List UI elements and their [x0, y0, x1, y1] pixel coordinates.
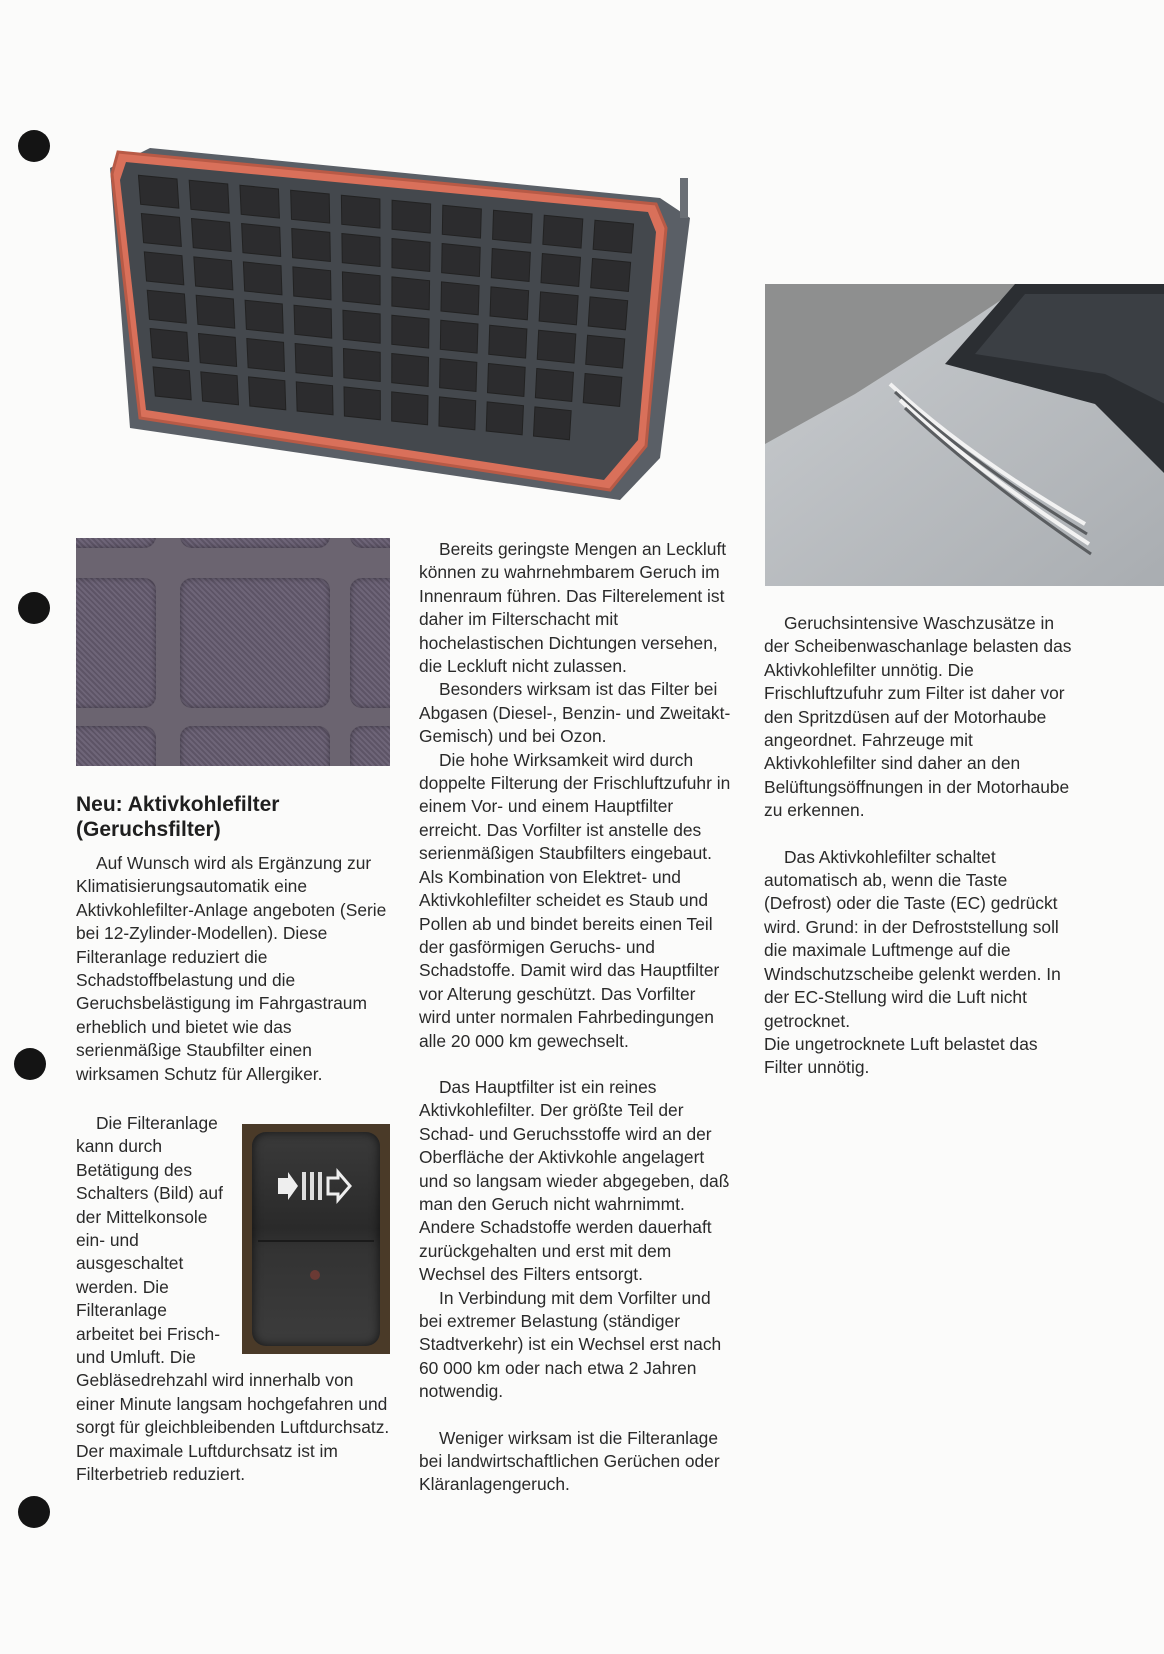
filter-cell: [343, 310, 380, 343]
filter-cell: [493, 210, 533, 243]
filter-cell: [392, 392, 428, 425]
filter-cell: [537, 330, 576, 363]
filter-cell: [292, 229, 331, 262]
filter-cell: [243, 262, 282, 295]
left-column-upper: [76, 792, 392, 1086]
filter-cell: [543, 215, 583, 248]
filter-cell: [490, 287, 529, 320]
filter-cell: [189, 180, 229, 213]
left-paragraph-1: Auf Wunsch wird als Ergänzung zur Klimatisierungsautomatik eine Aktivkohlefilter-Anlage angeboten (Serie bei 12-Zylinder-Modellen). Diese Filteranlage reduziert die Schadstoffbelastung und die Geruchsbelästigung im Fahrgastraum erheblich und bietet wie das serienmäßige Staubfilter einen wirksamen Schutz für Allergiker.: [76, 853, 387, 1084]
filter-cell: [194, 257, 233, 290]
filter-cell: [442, 244, 481, 277]
filter-cell: [293, 267, 331, 300]
binder-hole: [18, 592, 50, 624]
heading-line-1: Neu: Aktivkohlefilter: [76, 793, 280, 816]
closeup-cell: [76, 578, 156, 708]
filter-cell: [198, 334, 236, 367]
middle-paragraph-6: Weniger wirksam ist die Filteranlage bei landwirtschaftlichen Gerüchen oder Kläranlagengeruch.: [419, 1427, 720, 1495]
switch-led-icon: [310, 1270, 320, 1280]
middle-paragraph-3: Die hohe Wirksamkeit wird durch doppelte Filterung der Frischluftzufuhr in einem Vor- und einem Hauptfilter erreicht. Das Vorfilter ist anstelle des serienmäßigen Staubfilters eingebaut. Als Kombination von Elektret- und Aktivkohlefilter scheidet es Staub und Pollen ab und bindet bereits einen Teil der gasförmigen Geruchs- und Schadstoffe. Damit wird das Hauptfilter vor Alterung geschützt. Das Vorfilter wird unter normalen Fahrbedingungen alle 20 000 km gewechselt.: [419, 749, 731, 1051]
filter-cell: [588, 297, 628, 330]
filter-cell: [296, 382, 333, 415]
filter-element-photo: [100, 128, 700, 508]
middle-paragraph-5: In Verbindung mit dem Vorfilter und bei extremer Belastung (ständiger Stadtverkehr) ist ein Wechsel erst nach 60 000 km oder nach etwa 2 Jahren notwendig.: [419, 1287, 722, 1402]
left-paragraph-2: Die Filteranlage kann durch Betätigung des Schalters (Bild) auf der Mittelkonsole ein- und ausgeschaltet werden. Die Filteranlage arbeitet bei Frisch- und Umluft. Die Gebläsedrehzahl wird innerhalb von einer Minute langsam hochgefahren und sorgt für gleichbleibenden Luftdurchsatz. Der maximale Luftdurchsatz ist im Filterbetrieb reduziert.: [76, 1113, 390, 1485]
filter-cell: [440, 359, 477, 392]
filter-cell: [147, 290, 186, 323]
middle-column: [419, 538, 731, 1497]
closeup-cell: [180, 578, 330, 708]
filter-cell: [392, 239, 430, 272]
filter-cell: [344, 387, 380, 420]
filter-cell: [242, 224, 281, 257]
filter-cell: [245, 300, 283, 333]
closeup-cell: [350, 726, 390, 766]
filter-cell: [392, 200, 431, 233]
filter-cell: [295, 344, 332, 377]
filter-cell: [141, 214, 181, 247]
filter-cell: [486, 402, 523, 435]
filter-cell: [591, 259, 631, 292]
binder-hole: [18, 1496, 50, 1528]
filter-cell: [392, 277, 430, 310]
middle-paragraph-2: Besonders wirksam ist das Filter bei Abgasen (Diesel-, Benzin- und Zweitakt-Gemisch) und bei Ozon.: [419, 679, 731, 747]
filter-cell: [535, 369, 573, 402]
filter-cell: [343, 349, 380, 382]
binder-hole: [14, 1048, 46, 1080]
right-paragraph-3: Die ungetrocknete Luft belastet das Filter unnötig.: [764, 1033, 1038, 1078]
middle-paragraph-4: Das Hauptfilter ist ein reines Aktivkohlefilter. Der größte Teil der Schad- und Geruchsstoffe wird an der Oberfläche der Aktivkohle angelagert und so langsam wieder abgegeben, daß man den Geruch nicht wahrnimmt. Andere Schadstoffe werden dauerhaft zurückgehalten und erst mit dem Wechsel des Filters entsorgt.: [419, 1076, 730, 1285]
filter-cell: [192, 219, 232, 252]
closeup-cell: [180, 538, 330, 548]
closeup-cell: [350, 538, 390, 548]
right-paragraph-2: Das Aktivkohlefilter schaltet automatisch ab, wenn die Taste (Defrost) oder die Taste (EC) gedrückt wird. Grund: in der Defroststellung soll die maximale Luftmenge auf die Windschutzscheibe gelenkt werden. In der EC-Stellung wird die Luft nicht getrocknet.: [764, 846, 1061, 1031]
filter-cell: [294, 305, 332, 338]
filter-switch-icon: [276, 1166, 356, 1206]
filter-cell: [583, 374, 622, 407]
binder-hole: [18, 130, 50, 162]
closeup-cell: [76, 726, 156, 766]
right-column: [764, 612, 1078, 1080]
filter-cell: [442, 205, 481, 238]
filter-cell: [138, 175, 178, 208]
right-paragraph-1: Geruchsintensive Waschzusätze in der Scheibenwaschanlage belasten das Aktivkohlefilter unnötig. Die Frischluftzufuhr zum Filter ist daher vor den Spritzdüsen auf der Motorhaube angeordnet. Fahrzeuge mit Aktivkohlefilter sind daher an den Belüftungsöffnungen in der Motorhaube zu erkennen.: [764, 613, 1072, 821]
filter-cell: [392, 315, 429, 348]
filter-cell: [153, 367, 191, 400]
filter-cell: [144, 252, 184, 285]
filter-cell: [533, 407, 571, 440]
filter-cell: [439, 397, 476, 430]
filter-cell: [240, 185, 280, 218]
filter-cell: [586, 335, 625, 368]
filter-cell: [491, 249, 530, 282]
section-heading: [76, 792, 392, 842]
filter-cell: [342, 272, 380, 305]
filter-switch-photo: [242, 1124, 390, 1354]
filter-cell: [341, 195, 380, 228]
filter-cell: [247, 339, 285, 372]
heading-line-2: (Geruchsfilter): [76, 818, 221, 841]
closeup-cell: [76, 538, 156, 548]
closeup-cell: [350, 578, 390, 708]
filter-cell: [541, 254, 581, 287]
filter-cell: [196, 295, 235, 328]
filter-cell: [392, 354, 429, 387]
filter-cell: [291, 190, 330, 223]
filter-cell: [441, 282, 479, 315]
filter-grid-closeup-photo: [76, 538, 390, 766]
closeup-cell: [180, 726, 330, 766]
filter-cell: [593, 220, 633, 253]
filter-cell: [150, 329, 189, 362]
filter-cell: [539, 292, 578, 325]
filter-cell: [489, 325, 527, 358]
filter-cell: [249, 377, 286, 410]
filter-cell: [440, 320, 478, 353]
hood-vents-photo: [765, 284, 1164, 586]
filter-cell: [201, 372, 239, 405]
filter-cell: [342, 234, 380, 267]
filter-cell: [487, 364, 525, 397]
middle-paragraph-1: Bereits geringste Mengen an Leckluft können zu wahrnehmbarem Geruch im Innenraum führen. Das Filterelement ist daher im Filterschacht mit hochelastischen Dichtungen versehen, die Leckluft nicht zulassen.: [419, 539, 727, 677]
